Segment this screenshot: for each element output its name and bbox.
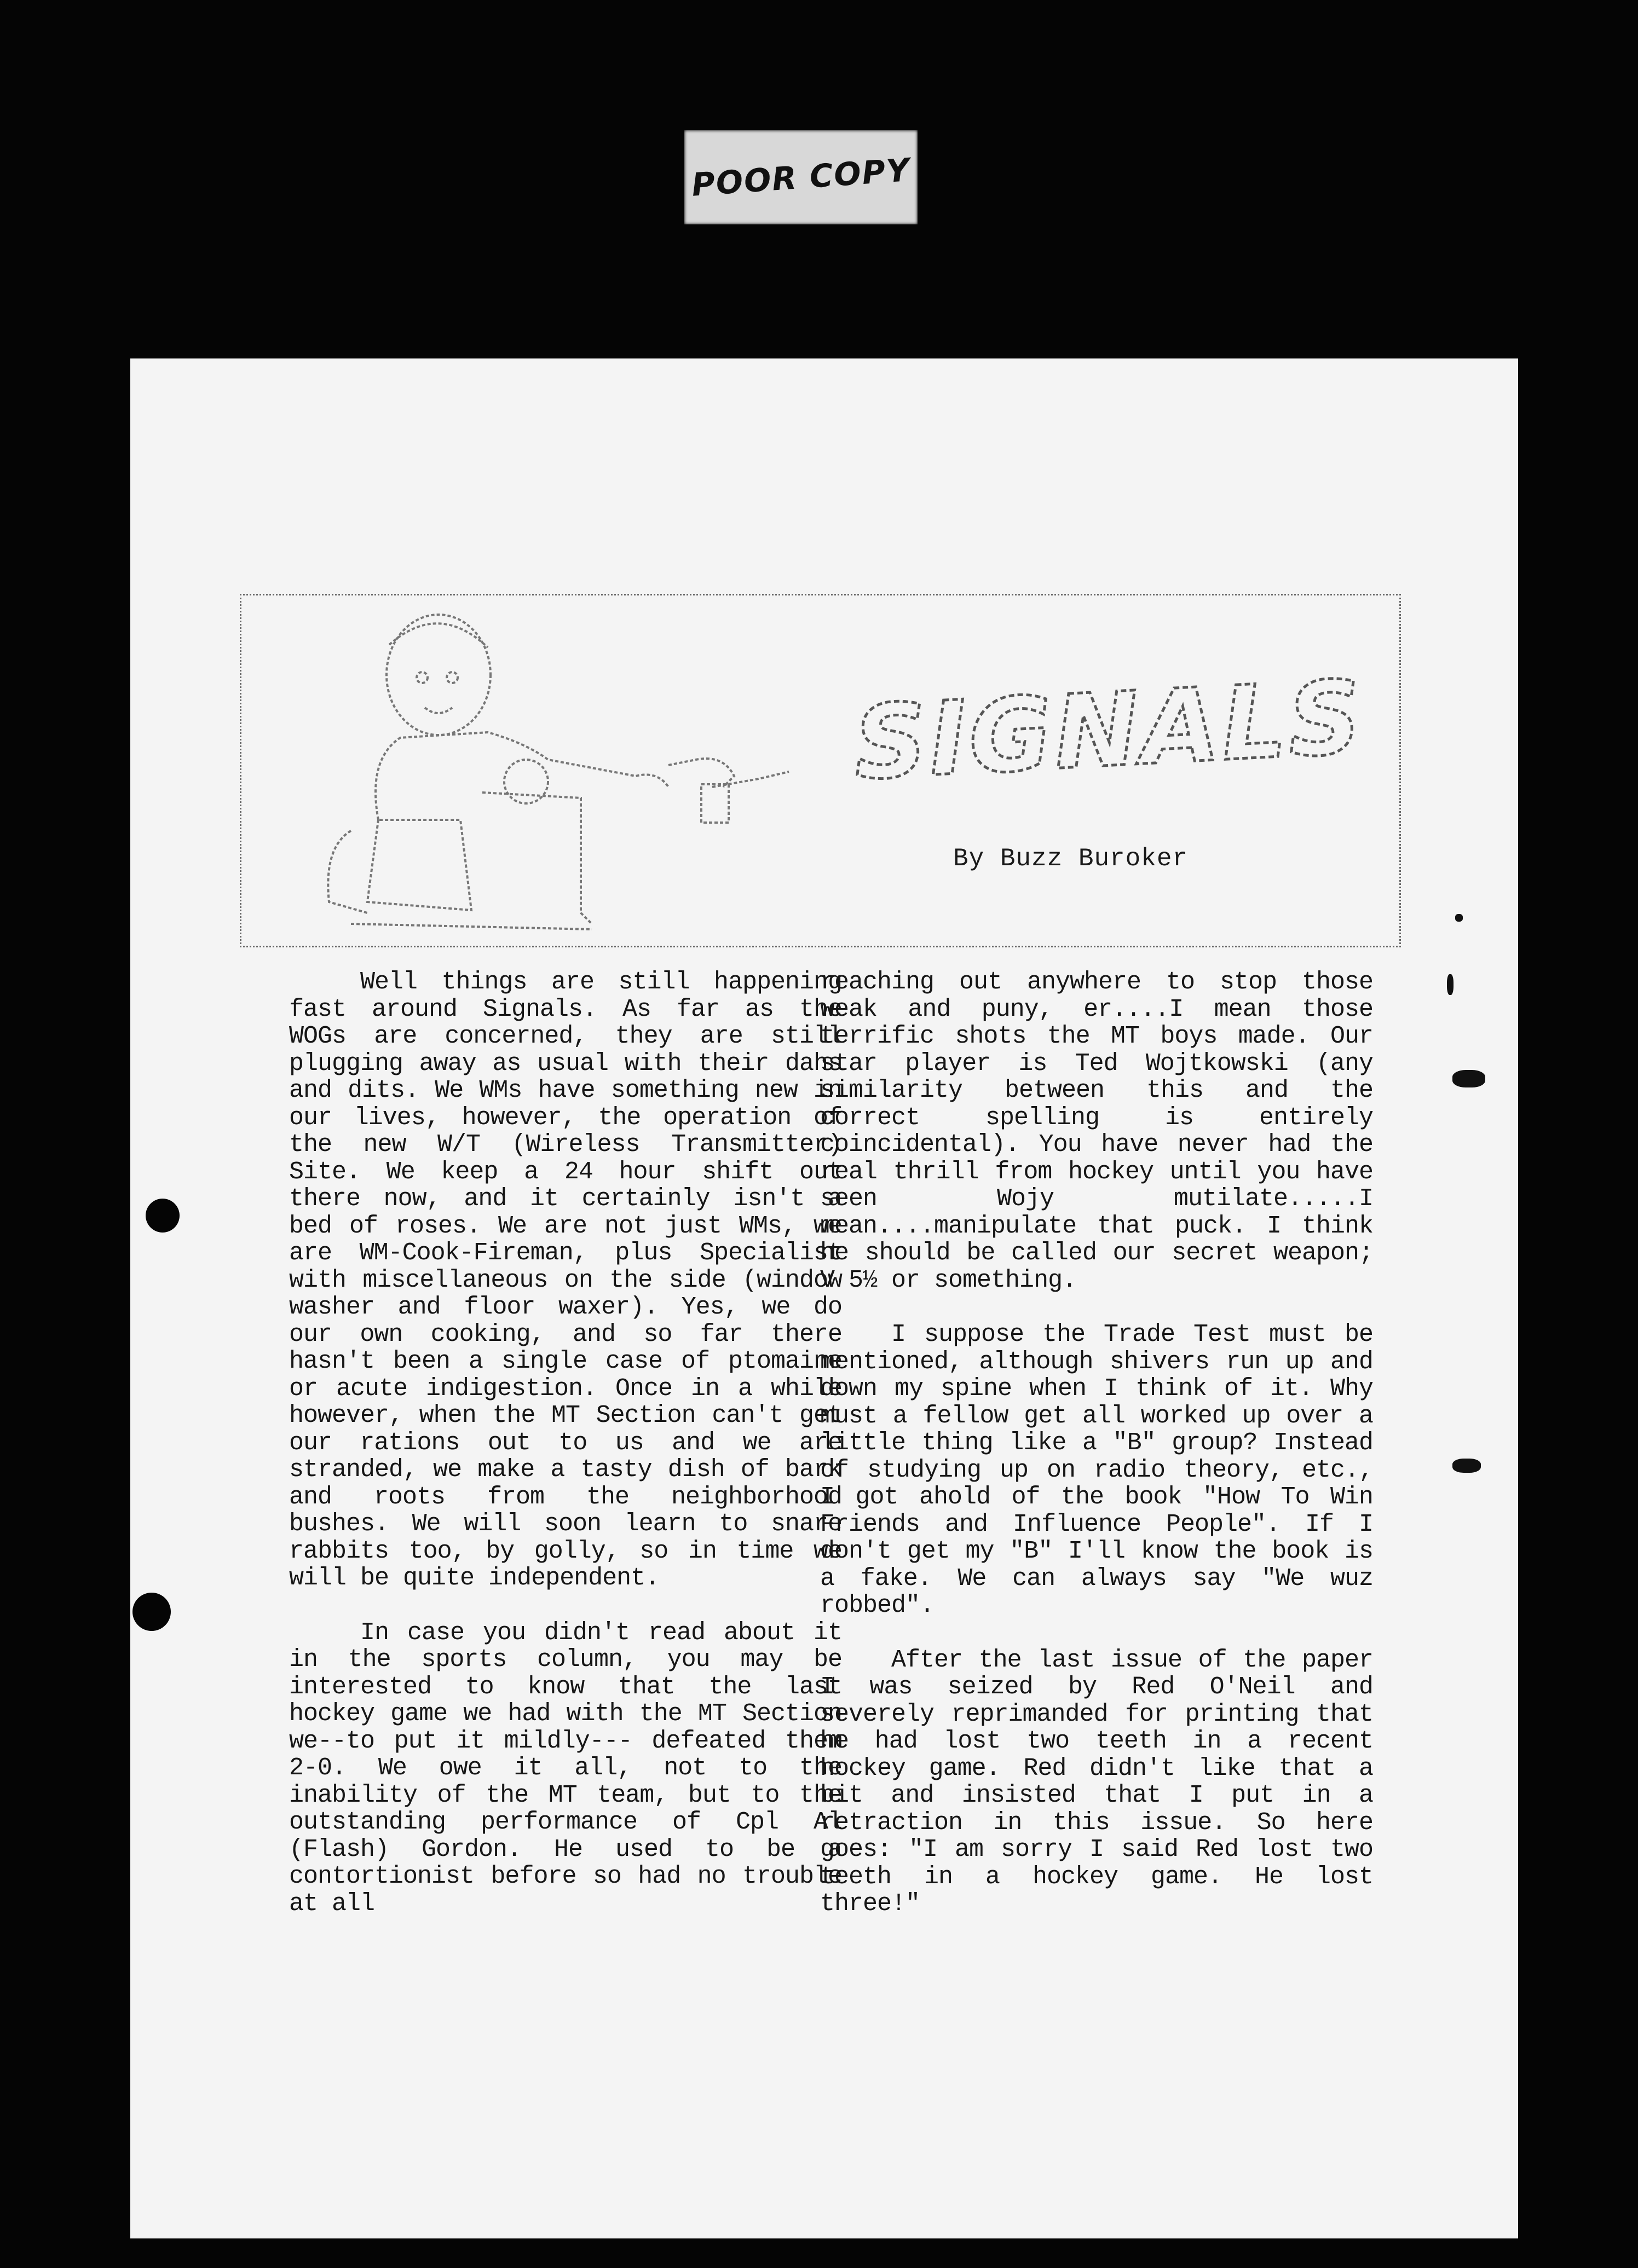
article-paragraph: After the last issue of the paper I was seized by Red O'Neil and severely reprimanded for printing that he had lost two teeth in a recent hockey game. Red didn't like that a bit and insisted that I put in a retraction in this issue. So here goes: "I am sorry I said Red lost two teeth in a hockey game. He lost three!" xyxy=(820,1646,1373,1918)
byline: By Buzz Buroker xyxy=(953,844,1189,873)
cartoon-man-illustration xyxy=(328,615,789,929)
signals-title: SIGNALS xyxy=(851,658,1366,803)
article-left-column xyxy=(289,969,842,1917)
article-paragraph: In case you didn't read about it in the sports column, you may be interested to know that the last hockey game we had with the MT Section we--to put it mildly--- defeated them 2-0. We owe it all, not to the inability of the MT team, but to the outstanding performance of Cpl Al (Flash) Gordon. He used to be a contortionist before so had no trouble at all xyxy=(289,1618,842,1918)
ink-smudge xyxy=(1452,1070,1485,1087)
ink-smudge xyxy=(1447,974,1454,995)
newsletter-page xyxy=(130,358,1518,2238)
article-paragraph: Well things are still happening fast around Signals. As far as the WOGs are concerned, they are still plugging away as usual with their dahs and dits. We WMs have something new in our lives, however, the operation of the new W/T (Wireless Transmitter) Site. We keep a 24 hour shift out there now, and it certainly isn't a bed of roses. We are not just WMs, we are WM-Cook-Fireman, plus Specialist with miscellaneous on the side (window washer and floor waxer). Yes, we do our own cooking, and so far there hasn't been a single case of ptomaine or acute indigestion. Once in a while however, when the MT Section can't get our rations out to us and we are stranded, we make a tasty dish of bark and roots from the neighborhood bushes. We will soon learn to snare rabbits too, by golly, so in time we will be quite independent. xyxy=(289,968,842,1592)
masthead xyxy=(240,594,1401,947)
masthead-art xyxy=(241,595,1399,946)
poor-copy-label xyxy=(684,130,918,224)
punch-hole-top xyxy=(146,1199,180,1233)
ink-smudge xyxy=(1455,914,1463,922)
poor-copy-text: POOR COPY xyxy=(690,151,912,204)
article-paragraph: reaching out anywhere to stop those weak and puny, er....I mean those terrific shots the MT boys made. Our star player is Ted Wojtkowski (any similarity between this and the correct spelling is entirely coincidental). You have never had the real thrill from hockey until you have seen Wojy mutilate.....I mean....manipulate that puck. I think he should be called our secret weapon; V 5½ or something. xyxy=(820,968,1373,1294)
article-right-column xyxy=(820,969,1373,1918)
punch-hole-bottom xyxy=(132,1593,171,1631)
article-paragraph: I suppose the Trade Test must be mentioned, although shivers run up and down my spine when I think of it. Why must a fellow get all worked up over a little thing like a "B" group? Instead of studying up on radio theory, etc., I got ahold of the book "How To Win Friends and Influence People". If I don't get my "B" I'll know the book is a fake. We can always say "We wuz robbed". xyxy=(820,1321,1373,1619)
ink-smudge xyxy=(1452,1459,1481,1473)
